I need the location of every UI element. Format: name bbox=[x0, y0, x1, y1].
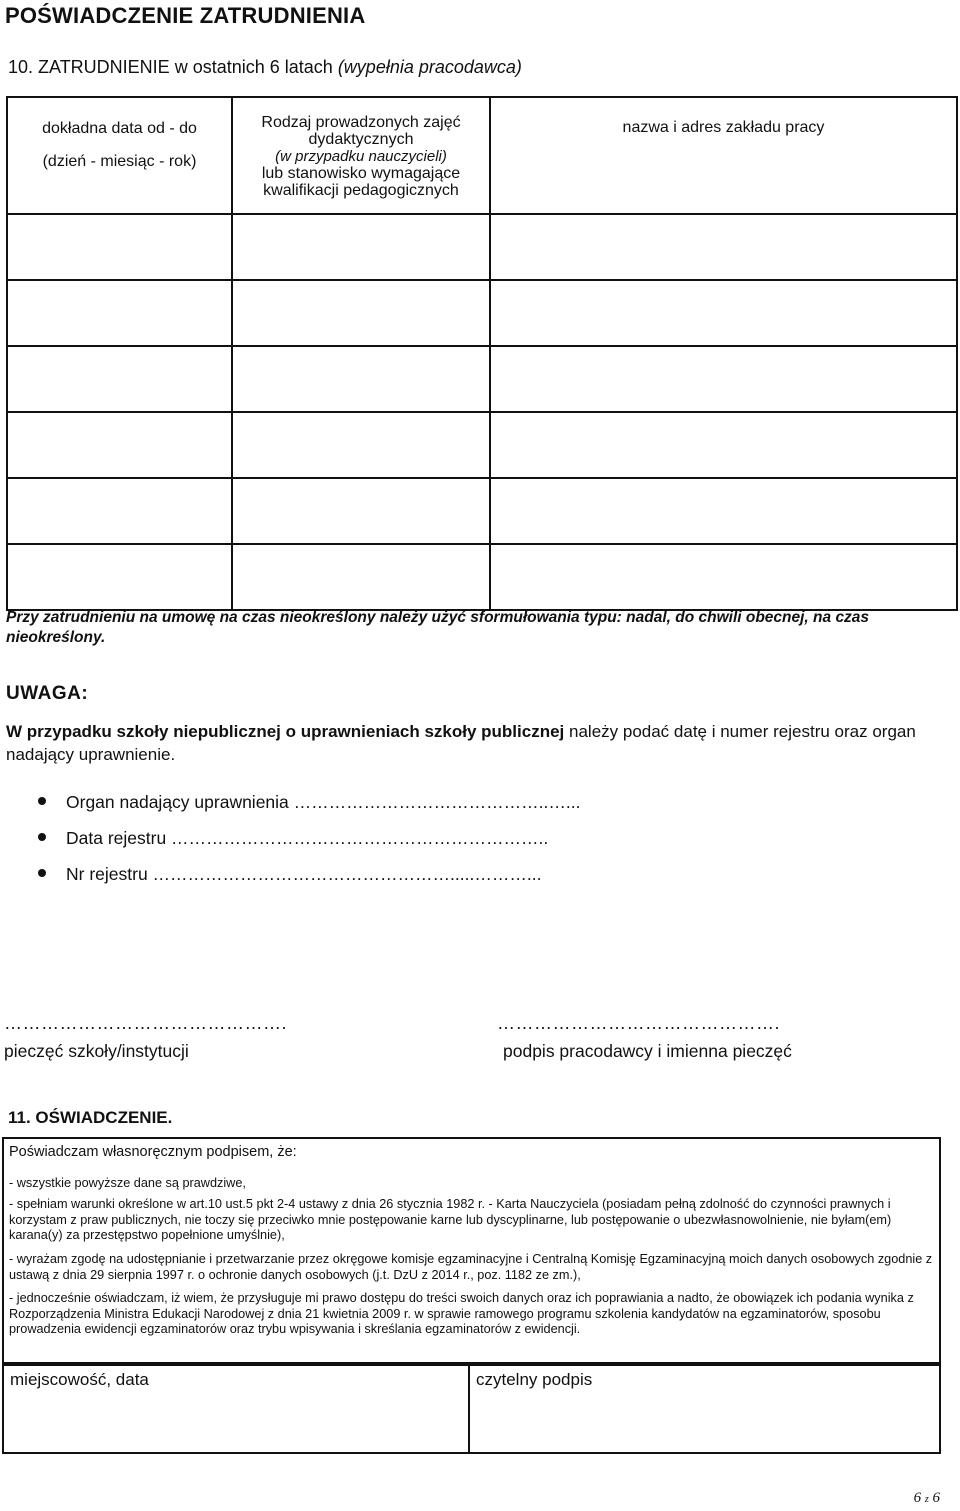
signature-box[interactable] bbox=[468, 1364, 941, 1454]
employer-signature-label: podpis pracodawcy i imienna pieczęć bbox=[503, 1041, 792, 1061]
uwaga-rest-text: należy podać datę i numer rejestru oraz organ nadający uprawnienie. bbox=[6, 722, 916, 764]
table-header-row bbox=[7, 97, 957, 214]
declaration-item: - jednocześnie oświadczam, iż wiem, że przysługuje mi prawo dostępu do treści swoich danych oraz ich poprawiania a nadto, że obowiązek ich podania wynika z Rozporządzenia Ministra Edukacji Narodowej z dnia 21 kwietnia 2009 r. w sprawie ramowego programu szkolenia kandydatów na egzaminatorów, sposobu prowadzenia ewidencji egzaminatorów oraz trybu wpisywania i skreślania egzaminatorów z ewidencji. bbox=[9, 1291, 914, 1336]
header-employer-label: nazwa i adres zakładu pracy bbox=[622, 119, 825, 136]
activity-cell[interactable] bbox=[232, 478, 490, 544]
activity-cell[interactable] bbox=[232, 214, 490, 280]
header-date-line2: (dzień - miesiąc - rok) bbox=[42, 153, 197, 170]
date-cell[interactable] bbox=[7, 478, 232, 544]
declaration-item: - wyrażam zgodę na udostępnianie i przetwarzanie przez okręgowe komisje egzaminacyjne i Centralną Komisję Egzaminacyjną moich danych osobowych zgodnie z ustawą z dnia 29 sierpnia 1997 r. o ochronie danych osobowych (j.t. DzU z 2014 r., poz. 1182 ze zm.), bbox=[9, 1252, 933, 1282]
uwaga-bold-text: W przypadku szkoły niepublicznej o uprawnieniach szkoły publicznej bbox=[6, 722, 565, 741]
date-cell[interactable] bbox=[7, 280, 232, 346]
activity-cell[interactable] bbox=[232, 280, 490, 346]
school-stamp-label: pieczęć szkoły/instytucji bbox=[4, 1041, 189, 1061]
declaration-box bbox=[2, 1137, 941, 1364]
signature-label: czytelny podpis bbox=[476, 1370, 593, 1389]
table-row bbox=[7, 280, 957, 346]
page-sep: z bbox=[924, 1494, 929, 1505]
header-activity-type bbox=[232, 97, 490, 214]
bullet-number-field[interactable]: …………………………………………….....………... bbox=[147, 864, 542, 884]
table-row bbox=[7, 214, 957, 280]
bullet-icon bbox=[38, 833, 46, 841]
header-date-range bbox=[7, 97, 232, 214]
header-activity-line1: Rodzaj prowadzonych zajęć bbox=[261, 114, 461, 131]
header-date-line1: dokładna data od - do bbox=[42, 120, 197, 137]
page-number bbox=[914, 1490, 940, 1507]
page-current: 6 bbox=[913, 1490, 922, 1506]
header-activity-line2: dydaktycznych bbox=[308, 131, 414, 148]
bullet-number bbox=[38, 864, 541, 885]
declaration-intro: Poświadczam własnoręcznym podpisem, że: bbox=[9, 1144, 297, 1160]
bullet-date-field[interactable]: ……………………………………………………….. bbox=[166, 828, 549, 848]
employer-signature-dots[interactable]: ………………………………………. bbox=[497, 1013, 781, 1033]
employer-cell[interactable] bbox=[490, 544, 957, 610]
employer-cell[interactable] bbox=[490, 280, 957, 346]
bullet-date bbox=[38, 828, 548, 849]
place-date-label: miejscowość, data bbox=[10, 1370, 149, 1389]
uwaga-paragraph bbox=[6, 720, 951, 766]
page-title: POŚWIADCZENIE ZATRUDNIENIA bbox=[5, 3, 366, 28]
employer-cell[interactable] bbox=[490, 412, 957, 478]
date-cell[interactable] bbox=[7, 544, 232, 610]
page-total: 6 bbox=[932, 1490, 940, 1506]
table-row bbox=[7, 346, 957, 412]
date-cell[interactable] bbox=[7, 412, 232, 478]
activity-cell[interactable] bbox=[232, 544, 490, 610]
activity-cell[interactable] bbox=[232, 346, 490, 412]
bullet-number-label: Nr rejestru bbox=[66, 864, 148, 884]
bullet-icon bbox=[38, 869, 46, 877]
activity-cell[interactable] bbox=[232, 412, 490, 478]
employer-cell[interactable] bbox=[490, 346, 957, 412]
table-row bbox=[7, 412, 957, 478]
school-stamp-dots[interactable]: ………………………………………. bbox=[4, 1013, 288, 1033]
bullet-organ-label: Organ nadający uprawnienia bbox=[66, 792, 289, 812]
date-cell[interactable] bbox=[7, 214, 232, 280]
bullet-date-label: Data rejestru bbox=[66, 828, 167, 848]
employer-cell[interactable] bbox=[490, 478, 957, 544]
header-activity-line5: kwalifikacji pedagogicznych bbox=[263, 182, 459, 199]
declaration-item: - spełniam warunki określone w art.10 ust.5 pkt 2-4 ustawy z dnia 26 stycznia 1982 r. - Karta Nauczyciela (posiadam pełną zdolność do czynności prawnych i korzystam z praw publicznych, nie toczy się przeciwko mnie postępowanie karne lub dyscyplinarne, lub postępowanie o ubezwłasnowolnienie, nie byłam(em) karana(y) za przestępstwo popełnione umyślnie), bbox=[9, 1197, 892, 1242]
header-activity-line4: lub stanowisko wymagające bbox=[261, 165, 461, 182]
declaration-item: - wszystkie powyższe dane są prawdziwe, bbox=[9, 1176, 246, 1190]
section-10-title: 10. ZATRUDNIENIE w ostatnich 6 latach bbox=[8, 57, 333, 77]
header-employer bbox=[490, 97, 957, 214]
section-11-heading: 11. OŚWIADCZENIE. bbox=[8, 1108, 173, 1127]
bullet-icon bbox=[38, 797, 46, 805]
table-row bbox=[7, 478, 957, 544]
section-10-heading bbox=[8, 57, 522, 78]
date-cell[interactable] bbox=[7, 346, 232, 412]
table-row bbox=[7, 544, 957, 610]
employer-cell[interactable] bbox=[490, 214, 957, 280]
employment-table bbox=[6, 96, 958, 611]
section-10-note: (wypełnia pracodawca) bbox=[337, 57, 522, 77]
place-date-box[interactable] bbox=[2, 1364, 470, 1454]
bullet-organ bbox=[38, 792, 580, 813]
indefinite-contract-note: Przy zatrudnieniu na umowę na czas nieokreślony należy użyć sformułowania typu: nadal, do chwili obecnej, na czas nieokreślony. bbox=[6, 609, 870, 646]
header-activity-line3: (w przypadku nauczycieli) bbox=[275, 148, 447, 165]
uwaga-label: UWAGA: bbox=[6, 683, 89, 704]
bullet-organ-field[interactable]: ……………………………………..…... bbox=[288, 792, 581, 812]
